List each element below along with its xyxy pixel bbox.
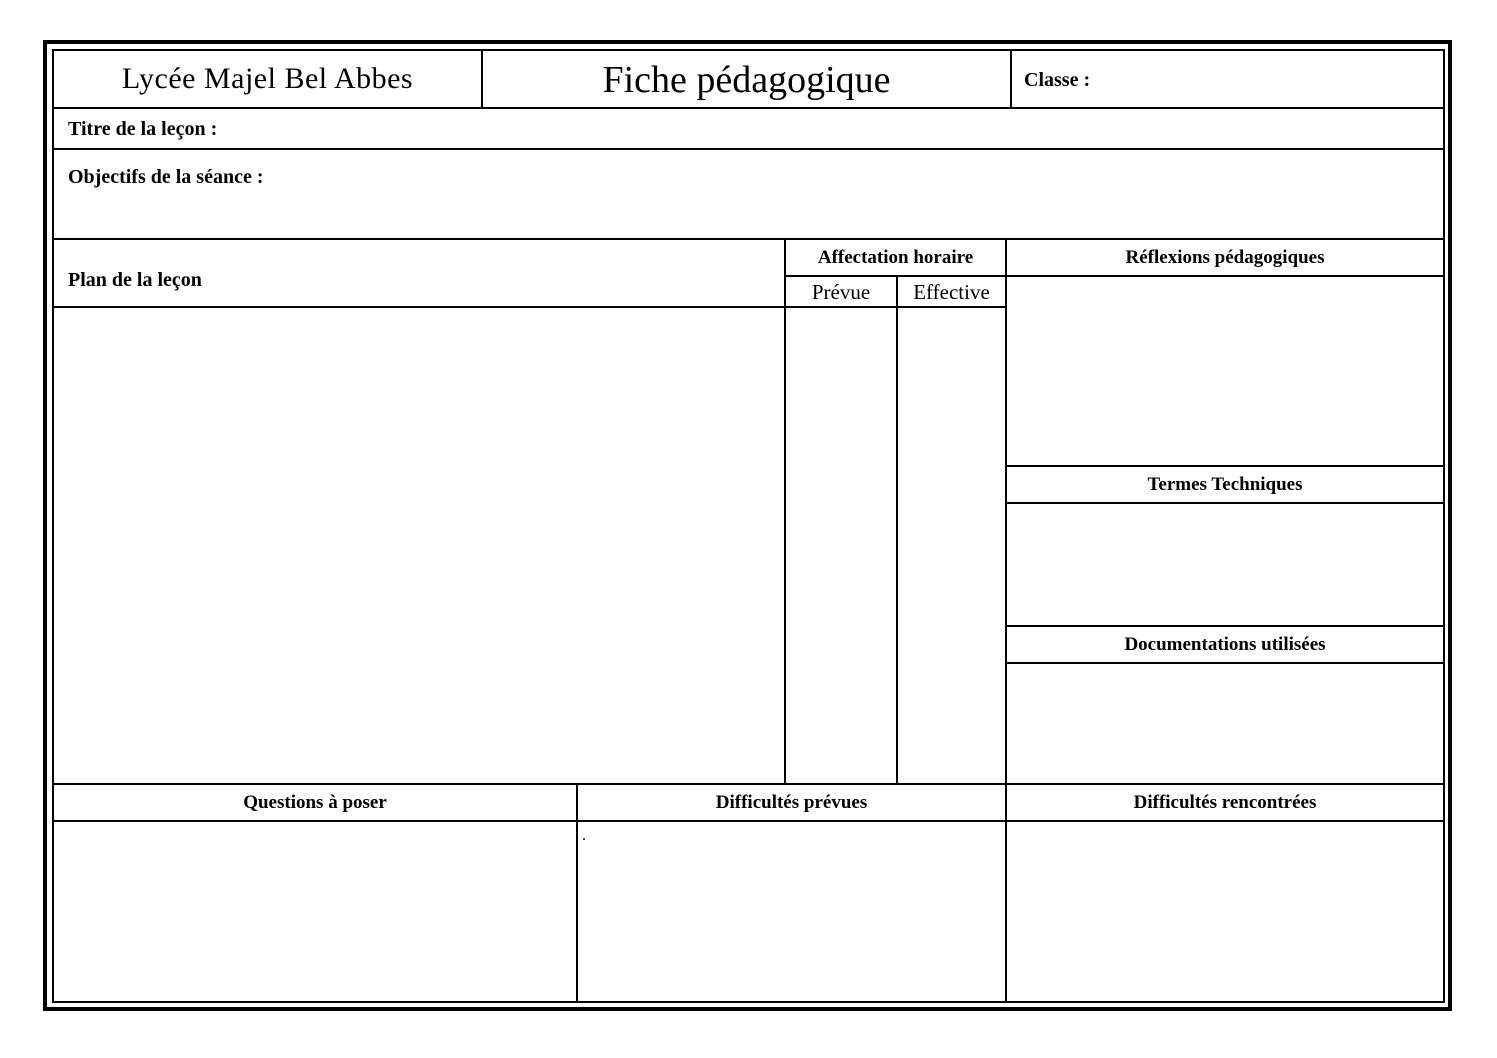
expected-difficulties-header-cell	[578, 785, 1005, 821]
page-title: Fiche pédagogique	[602, 59, 891, 101]
questions-label: Questions à poser	[243, 792, 387, 813]
bottom-header-line	[54, 820, 1443, 822]
schedule-label: Affectation horaire	[817, 247, 974, 268]
header-divider-2	[1010, 50, 1012, 108]
page-border-inner	[52, 49, 1445, 1003]
objectives-label: Objectifs de la séance :	[68, 166, 264, 188]
plan-schedule-divider	[784, 239, 786, 785]
documentation-header-line	[1007, 662, 1443, 664]
row-line-header	[54, 107, 1443, 109]
encountered-difficulties-header-cell	[1007, 785, 1443, 821]
expected-difficulties-mark: .	[582, 827, 586, 844]
technical-terms-header-line	[1007, 502, 1443, 504]
documentation-label: Documentations utilisées	[1124, 634, 1326, 655]
technical-terms-label: Termes Techniques	[1147, 474, 1303, 495]
questions-header-cell	[54, 785, 576, 821]
row-line-title	[54, 148, 1443, 150]
schedule-header-cell	[786, 240, 1005, 276]
reflections-header-cell	[1007, 240, 1443, 276]
lesson-title-label: Titre de la leçon :	[68, 118, 218, 140]
schedule-side-divider	[1005, 239, 1007, 1002]
encountered-difficulties-label: Difficultés rencontrées	[1133, 792, 1317, 813]
planned-label: Prévue	[811, 279, 871, 304]
schedule-column-divider	[896, 276, 898, 785]
plan-label: Plan de la leçon	[68, 269, 202, 291]
actual-cell	[898, 277, 1005, 307]
title-cell	[483, 50, 1010, 110]
school-cell	[54, 50, 481, 108]
reflections-label: Réflexions pédagogiques	[1125, 247, 1325, 268]
class-label: Classe :	[1024, 69, 1091, 91]
school-name: Lycée Majel Bel Abbes	[121, 62, 414, 95]
documentation-header-cell	[1007, 627, 1443, 663]
planned-cell	[786, 277, 896, 307]
actual-label: Effective	[913, 279, 990, 304]
technical-terms-header-cell	[1007, 467, 1443, 503]
expected-difficulties-label: Difficultés prévues	[715, 792, 868, 813]
